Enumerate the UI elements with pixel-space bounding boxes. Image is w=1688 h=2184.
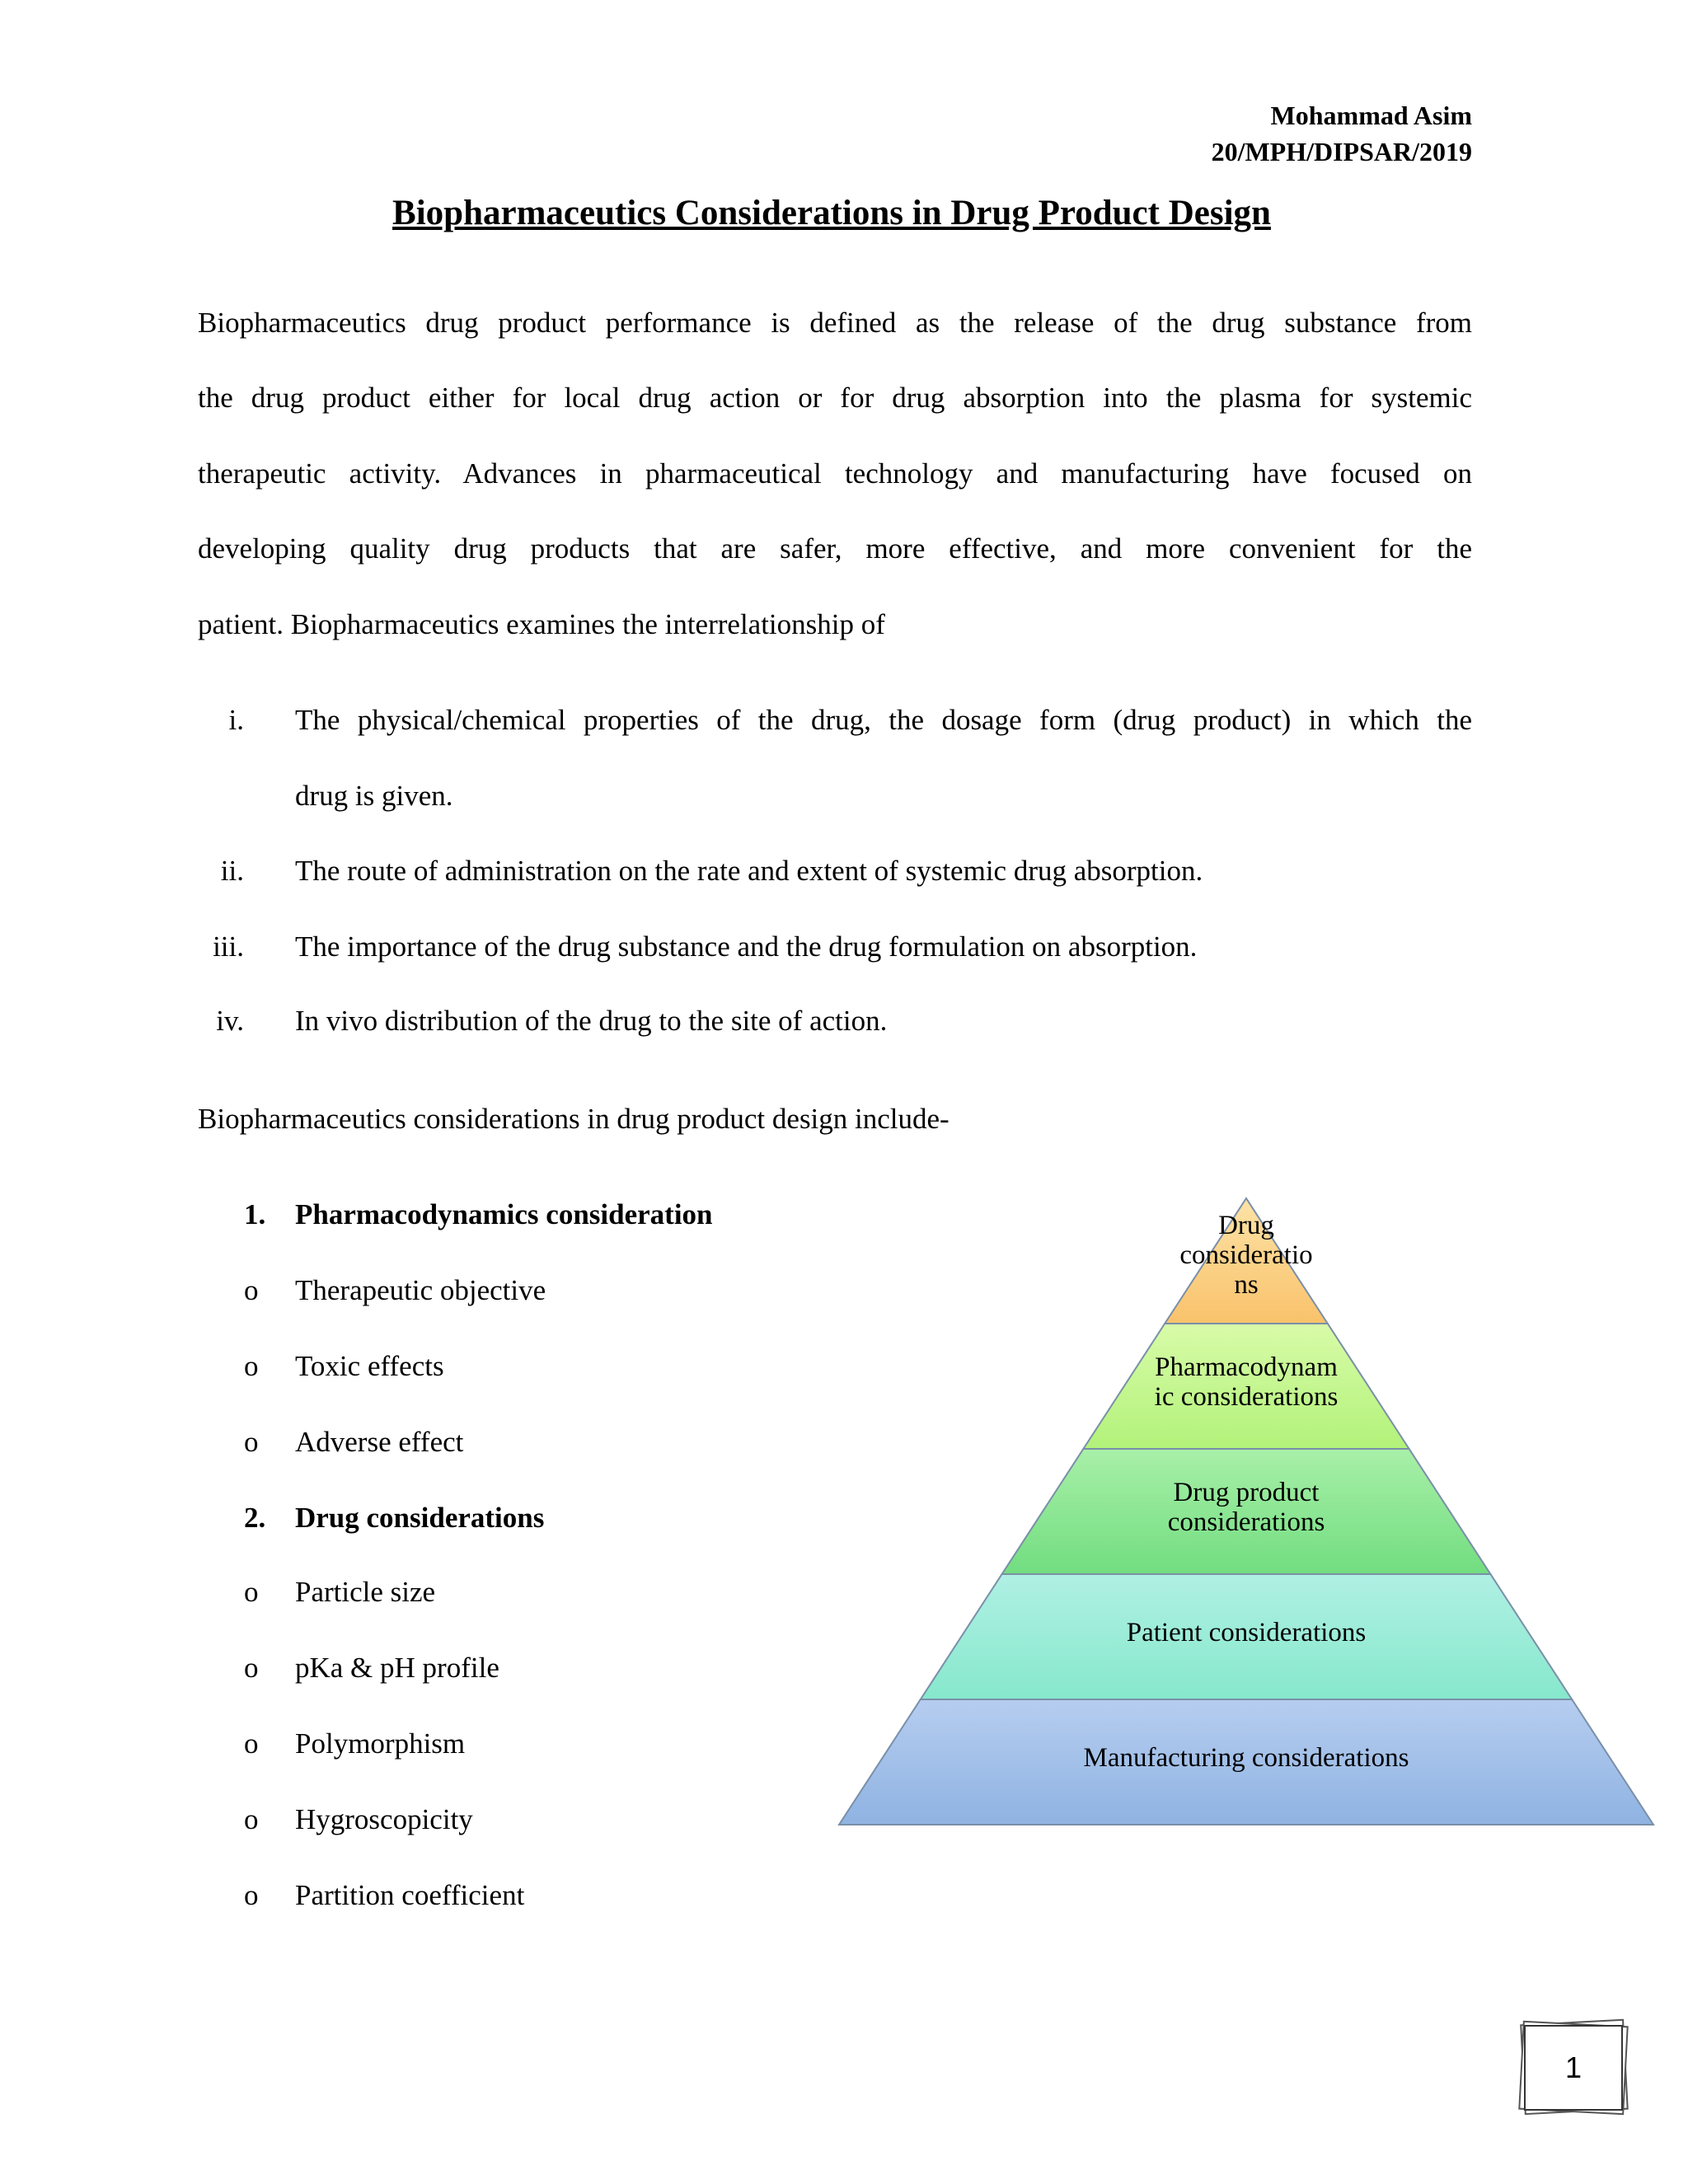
intro-line: Biopharmaceutics drug product performance is defined as the release of the drug substance from xyxy=(198,307,1472,339)
list-item: Adverse effect xyxy=(295,1426,464,1458)
considerations-intro: Biopharmaceutics considerations in drug product design include- xyxy=(198,1103,950,1135)
author-name: Mohammad Asim xyxy=(1270,101,1472,130)
list-item-number: ii. xyxy=(220,855,244,887)
list-item: Toxic effects xyxy=(295,1350,444,1382)
pyramid-level-label: Pharmacodynam ic considerations xyxy=(1154,1352,1339,1412)
list-item: Therapeutic objective xyxy=(295,1274,546,1306)
pyramid-level-label: Drug consideratio ns xyxy=(1179,1211,1313,1300)
bullet-icon: o xyxy=(244,1350,259,1382)
author-block xyxy=(1212,97,1472,170)
pyramid-level-label: Patient considerations xyxy=(1126,1618,1367,1647)
list-item-text: drug is given. xyxy=(295,780,453,812)
section-number: 1. xyxy=(244,1198,266,1230)
intro-line: patient. Biopharmaceutics examines the interrelationship of xyxy=(198,608,885,640)
page-title: Biopharmaceutics Considerations in Drug Product Design xyxy=(392,194,1271,232)
bullet-icon: o xyxy=(244,1727,259,1760)
section-number: 2. xyxy=(244,1502,266,1534)
list-item-number: iii. xyxy=(213,930,244,963)
pyramid-level-label: Drug product considerations xyxy=(1167,1478,1325,1537)
author-id: 20/MPH/DIPSAR/2019 xyxy=(1211,137,1472,166)
considerations-pyramid xyxy=(834,1190,1658,1833)
bullet-icon: o xyxy=(244,1652,259,1684)
list-item: Partition coefficient xyxy=(295,1879,525,1911)
pyramid-level-label: Manufacturing considerations xyxy=(1083,1743,1409,1773)
bullet-icon: o xyxy=(244,1426,259,1458)
intro-line: the drug product either for local drug action or for drug absorption into the plasma for systemic xyxy=(198,382,1472,414)
bullet-icon: o xyxy=(244,1576,259,1608)
page-number: 1 xyxy=(1564,2050,1582,2084)
section-title: Drug considerations xyxy=(295,1502,545,1534)
bullet-icon: o xyxy=(244,1803,259,1835)
list-item: Polymorphism xyxy=(295,1727,466,1760)
list-item: Hygroscopicity xyxy=(295,1803,473,1835)
intro-line: therapeutic activity. Advances in pharmaceutical technology and manufacturing have focused on xyxy=(198,457,1472,490)
list-item-text: The physical/chemical properties of the drug, the dosage form (drug product) in which the xyxy=(295,704,1472,736)
list-item-text: In vivo distribution of the drug to the site of action. xyxy=(295,1005,888,1037)
bullet-icon: o xyxy=(244,1274,259,1306)
section-title: Pharmacodynamics consideration xyxy=(295,1198,713,1230)
intro-line: developing quality drug products that are safer, more effective, and more convenient for the xyxy=(198,532,1472,565)
bullet-icon: o xyxy=(244,1879,259,1911)
list-item: pKa & pH profile xyxy=(295,1652,499,1684)
list-item: Particle size xyxy=(295,1576,436,1608)
list-item-number: iv. xyxy=(216,1005,244,1037)
list-item-text: The importance of the drug substance and the drug formulation on absorption. xyxy=(295,930,1198,963)
list-item-text: The route of administration on the rate and extent of systemic drug absorption. xyxy=(295,855,1203,887)
list-item-number: i. xyxy=(228,704,244,736)
